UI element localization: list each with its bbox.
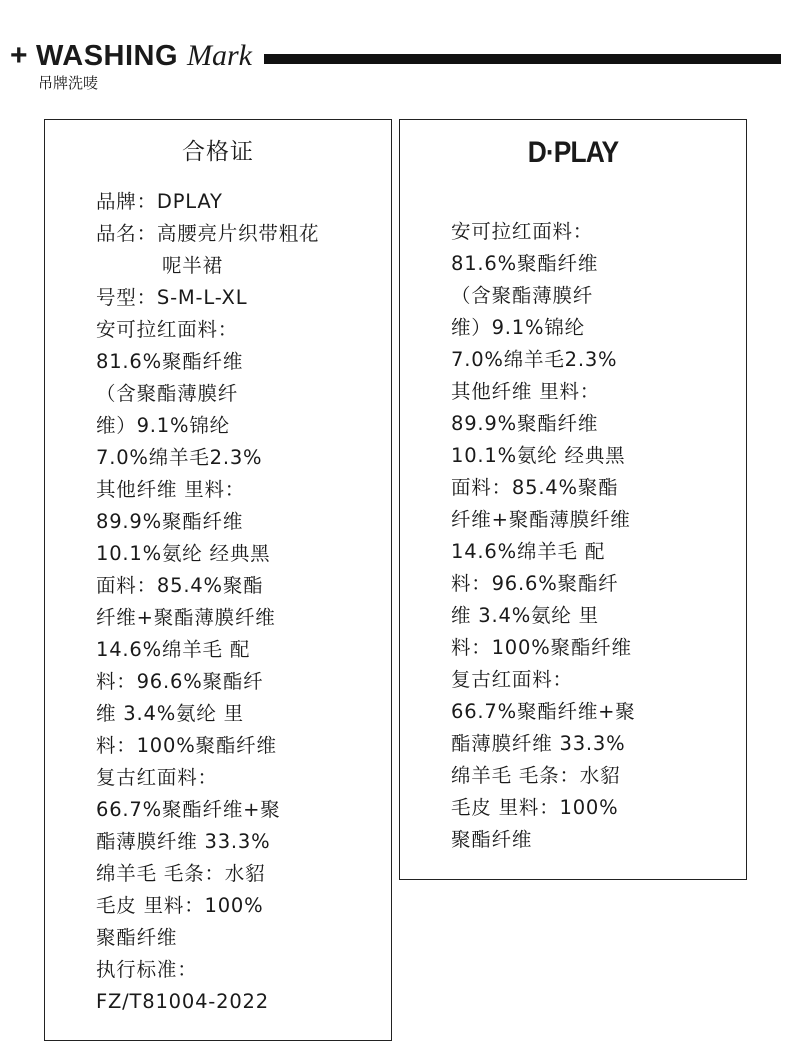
certificate-lines	[96, 186, 319, 1018]
tag-line: 绵羊毛 毛条：水貂	[451, 764, 621, 787]
tag-line: 酯薄膜纤维 33.3%	[96, 830, 271, 853]
tag-line: 毛皮 里料：100%	[96, 894, 264, 917]
tag-line: 纤维+聚酯薄膜纤维	[96, 606, 276, 629]
tag-line: 66.7%聚酯纤维+聚	[96, 798, 281, 821]
tag-line: 安可拉红面料：	[96, 318, 239, 341]
tag-line: 料：100%聚酯纤维	[96, 734, 277, 757]
tag-line: 复古红面料：	[451, 668, 573, 691]
tag-line: 89.9%聚酯纤维	[96, 510, 244, 533]
tag-line: 66.7%聚酯纤维+聚	[451, 700, 636, 723]
tag-line: 品牌：DPLAY	[96, 190, 223, 213]
tag-line: 维 3.4%氨纶 里	[96, 702, 244, 725]
tag-line: 纤维+聚酯薄膜纤维	[451, 508, 631, 531]
tag-line: 7.0%绵羊毛2.3%	[96, 446, 263, 469]
tag-line: 14.6%绵羊毛 配	[96, 638, 251, 661]
tag-line: （含聚酯薄膜纤	[96, 382, 239, 405]
tag-line: 毛皮 里料：100%	[451, 796, 619, 819]
tag-line: 10.1%氨纶 经典黑	[451, 444, 626, 467]
tag-line: 其他纤维 里料：	[96, 478, 246, 501]
plus-icon: +	[10, 39, 28, 72]
tag-line: 81.6%聚酯纤维	[96, 350, 244, 373]
tag-line: 安可拉红面料：	[451, 220, 594, 243]
header-title: WASHING	[36, 40, 179, 72]
tag-line: 面料：85.4%聚酯	[451, 476, 619, 499]
tag-line: 料：100%聚酯纤维	[451, 636, 632, 659]
tag-line: 14.6%绵羊毛 配	[451, 540, 606, 563]
label-lines	[451, 216, 636, 856]
section-header	[0, 0, 790, 110]
header-title-script: Mark	[187, 39, 252, 72]
tag-line: 7.0%绵羊毛2.3%	[451, 348, 618, 371]
tag-line: 复古红面料：	[96, 766, 218, 789]
tag-line: 聚酯纤维	[451, 828, 533, 851]
tag-line: 号型：S-M-L-XL	[96, 286, 248, 309]
tag-line: 10.1%氨纶 经典黑	[96, 542, 271, 565]
tag-line: 呢半裙	[162, 254, 223, 277]
tag-line: 料：96.6%聚酯纤	[451, 572, 619, 595]
tag-line: 维 3.4%氨纶 里	[451, 604, 599, 627]
tag-line: 执行标准：	[96, 958, 198, 981]
tag-line: 绵羊毛 毛条：水貂	[96, 862, 266, 885]
tag-line: 维）9.1%锦纶	[451, 316, 585, 339]
tag-line: 81.6%聚酯纤维	[451, 252, 599, 275]
tag-line: 面料：85.4%聚酯	[96, 574, 264, 597]
header-rule	[264, 54, 781, 64]
tag-line: 料：96.6%聚酯纤	[96, 670, 264, 693]
tag-line: FZ/T81004-2022	[96, 990, 269, 1013]
tag-line: 89.9%聚酯纤维	[451, 412, 599, 435]
tag-line: 维）9.1%锦纶	[96, 414, 230, 437]
brand-logo: D·PLAY	[527, 136, 619, 169]
tag-line: 聚酯纤维	[96, 926, 178, 949]
tag-line: （含聚酯薄膜纤	[451, 284, 594, 307]
certificate-title: 合格证	[182, 139, 254, 165]
tag-line: 酯薄膜纤维 33.3%	[451, 732, 626, 755]
tag-line: 品名：高腰亮片织带粗花	[96, 222, 320, 245]
header-subtitle: 吊牌洗唛	[38, 74, 99, 92]
tag-line: 其他纤维 里料：	[451, 380, 601, 403]
